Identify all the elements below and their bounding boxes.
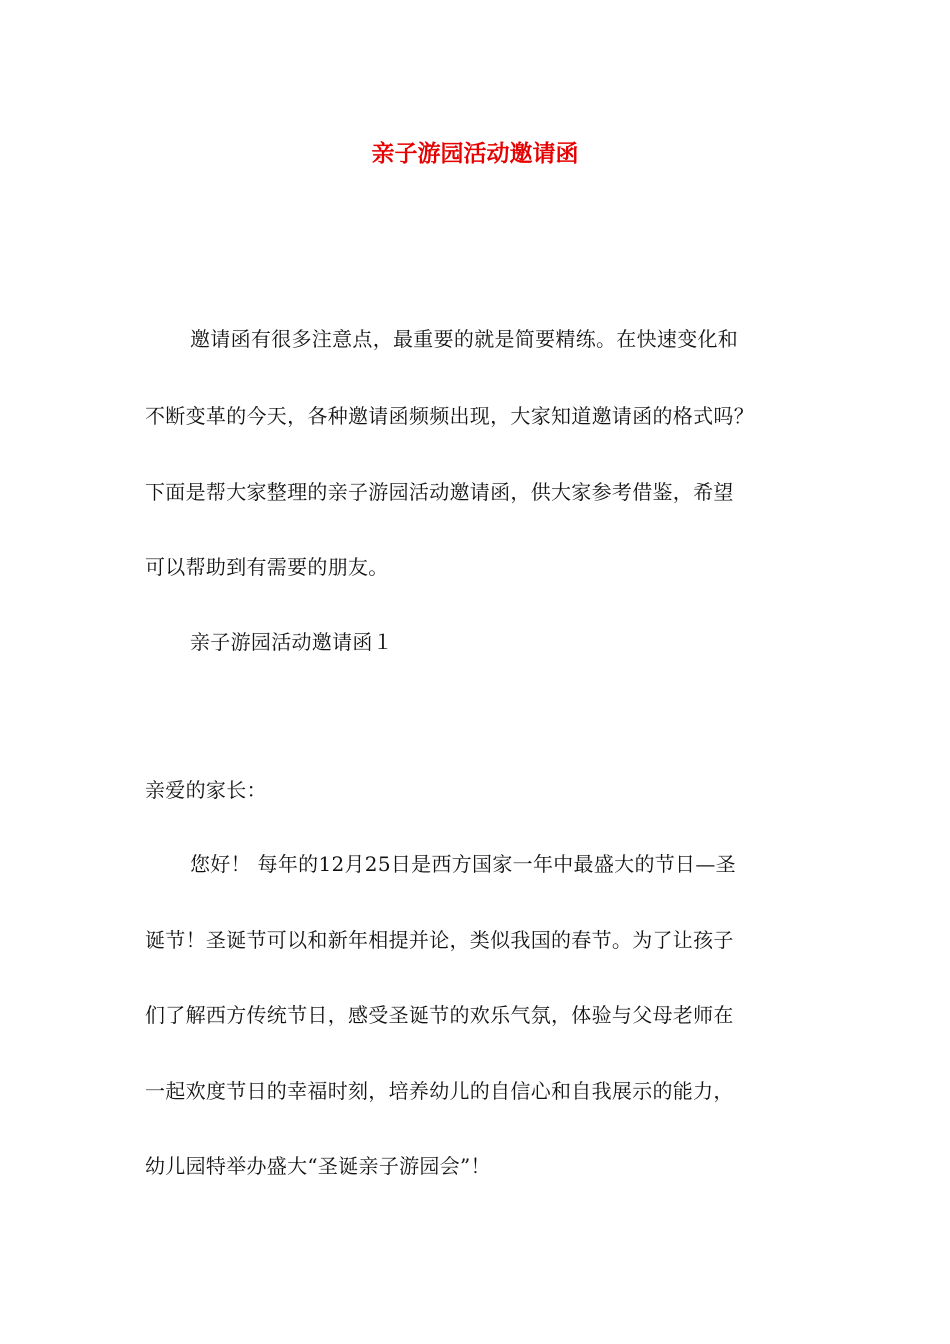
body-line-2: 诞节！圣诞节可以和新年相提并论，类似我国的春节。为了让孩子 bbox=[145, 928, 734, 952]
body-line-5: 幼儿园特举办盛大“圣诞亲子游园会”！ bbox=[145, 1154, 491, 1178]
document-title: 亲子游园活动邀请函 bbox=[371, 140, 579, 167]
intro-line-1: 邀请函有很多注意点，最重要的就是简要精练。在快速变化和 bbox=[190, 327, 739, 351]
intro-line-3: 下面是帮大家整理的亲子游园活动邀请函，供大家参考借鉴，希望 bbox=[145, 480, 734, 504]
intro-line-4: 可以帮助到有需要的朋友。 bbox=[145, 555, 389, 579]
body-line-1: 您好！ 每年的12月25日是西方国家一年中最盛大的节日—圣 bbox=[190, 852, 736, 876]
body-line-4: 一起欢度节日的幸福时刻，培养幼儿的自信心和自我展示的能力， bbox=[145, 1079, 734, 1103]
body-line-3: 们了解西方传统节日，感受圣诞节的欢乐气氛，体验与父母老师在 bbox=[145, 1003, 734, 1027]
salutation: 亲爱的家长： bbox=[145, 778, 267, 802]
intro-line-2: 不断变革的今天，各种邀请函频频出现，大家知道邀请函的格式吗？ bbox=[145, 404, 754, 428]
section-heading: 亲子游园活动邀请函１ bbox=[190, 630, 393, 654]
